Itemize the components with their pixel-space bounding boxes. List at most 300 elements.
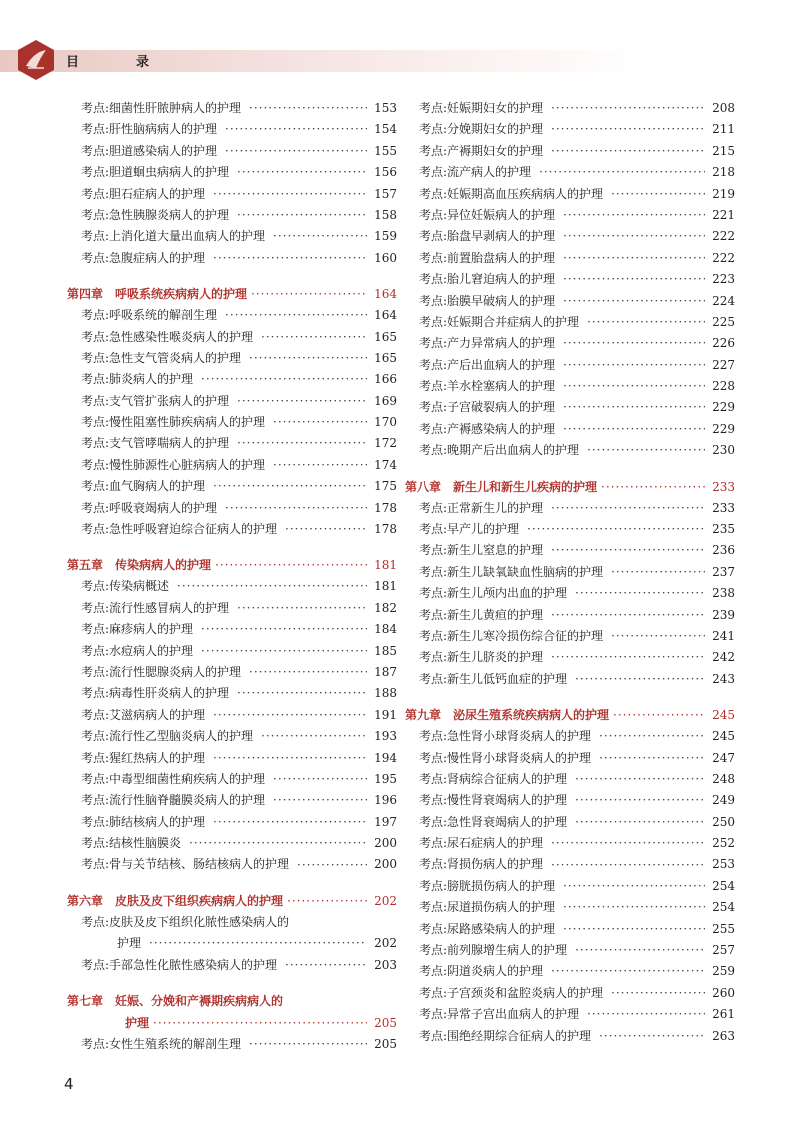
dot-leader	[177, 576, 367, 597]
dot-leader	[575, 669, 705, 690]
dot-leader	[551, 141, 705, 162]
toc-entry-page: 236	[712, 543, 735, 558]
toc-entry-label: 考点:胎膜早破病人的护理	[419, 293, 556, 308]
toc-entry-page: 218	[712, 165, 735, 180]
chapter-heading[interactable]	[67, 890, 397, 912]
toc-entry[interactable]	[67, 455, 397, 476]
toc-entry[interactable]	[67, 141, 397, 162]
dot-leader	[587, 312, 705, 333]
dot-leader	[551, 498, 705, 519]
dot-leader	[285, 519, 367, 540]
toc-entry[interactable]	[405, 726, 735, 747]
toc-entry[interactable]	[405, 141, 735, 162]
chapter-page: 164	[374, 287, 397, 302]
toc-entry[interactable]	[67, 1034, 397, 1055]
toc-entry-label: 考点:胎盘早剥病人的护理	[419, 229, 556, 244]
toc-entry[interactable]	[405, 647, 735, 668]
toc-entry-page: 194	[374, 750, 397, 765]
dot-leader	[261, 726, 367, 747]
toc-entry[interactable]	[67, 955, 397, 976]
chapter-heading-continuation[interactable]	[67, 1012, 397, 1034]
toc-entry-page: 193	[374, 729, 397, 744]
dot-leader	[213, 476, 367, 497]
toc-entry[interactable]	[405, 184, 735, 205]
toc-entry[interactable]	[67, 98, 397, 119]
toc-entry[interactable]	[405, 540, 735, 561]
dot-leader	[587, 1004, 705, 1025]
toc-entry-page: 191	[374, 707, 397, 722]
dot-leader	[551, 647, 705, 668]
toc-entry-label: 考点:肝性脑病病人的护理	[81, 122, 218, 137]
dot-leader	[563, 419, 705, 440]
dot-leader	[599, 748, 705, 769]
toc-entry[interactable]	[405, 226, 735, 247]
chapter-heading[interactable]	[67, 990, 397, 1012]
toc-entry-page: 188	[374, 686, 397, 701]
dot-leader	[237, 205, 367, 226]
toc-entry-page: 174	[374, 457, 397, 472]
toc-entry-label: 考点:呼吸系统的解剖生理	[81, 308, 218, 323]
toc-entry[interactable]	[405, 748, 735, 769]
toc-entry-page: 202	[374, 936, 397, 951]
toc-entry-page: 211	[712, 122, 735, 137]
dot-leader	[215, 554, 367, 576]
toc-entry-page: 259	[712, 964, 735, 979]
chapter-heading[interactable]	[405, 476, 735, 498]
dot-leader	[563, 397, 705, 418]
toc-entry[interactable]	[67, 305, 397, 326]
toc-entry-label: 考点:产后出血病人的护理	[419, 357, 556, 372]
toc-entry-label: 考点:水痘病人的护理	[81, 643, 194, 658]
toc-entry-label: 考点:支气管哮喘病人的护理	[81, 436, 230, 451]
dot-leader	[249, 348, 367, 369]
dot-leader	[599, 1026, 705, 1047]
toc-entry-page: 184	[374, 622, 397, 637]
toc-entry[interactable]	[405, 919, 735, 940]
toc-entry[interactable]	[405, 355, 735, 376]
dot-leader	[551, 961, 705, 982]
toc-entry[interactable]	[67, 705, 397, 726]
toc-entry[interactable]	[67, 812, 397, 833]
toc-entry[interactable]	[405, 312, 735, 333]
toc-entry[interactable]	[405, 1026, 735, 1047]
toc-entry-label: 考点:呼吸衰竭病人的护理	[81, 500, 218, 515]
chapter-title: 泌尿生殖系统疾病病人的护理	[453, 708, 610, 723]
page-number: 4	[64, 1075, 74, 1093]
toc-entry-label: 考点:流行性感冒病人的护理	[81, 600, 230, 615]
toc-entry-page: 208	[712, 100, 735, 115]
toc-entry-label: 考点:女性生殖系统的解剖生理	[81, 1037, 242, 1052]
toc-entry-label: 考点:急性支气管炎病人的护理	[81, 350, 242, 365]
chapter-title: 传染病病人的护理	[115, 558, 212, 573]
dot-leader	[551, 855, 705, 876]
toc-entry[interactable]	[405, 397, 735, 418]
dot-leader	[273, 412, 367, 433]
toc-entry-page: 195	[374, 771, 397, 786]
toc-entry-label: 考点:慢性肾衰竭病人的护理	[419, 793, 568, 808]
chapter-number: 第七章	[67, 994, 104, 1009]
toc-entry-label: 考点:早产儿的护理	[419, 522, 520, 537]
toc-entry[interactable]	[405, 897, 735, 918]
toc-entry[interactable]	[405, 983, 735, 1004]
chapter-page: 181	[374, 558, 397, 573]
toc-entry[interactable]	[67, 205, 397, 226]
toc-entry-label: 考点:胎儿窘迫病人的护理	[419, 272, 556, 287]
chapter-page: 205	[374, 1016, 397, 1031]
toc-entry-label: 考点:产褥感染病人的护理	[419, 421, 556, 436]
toc-entry[interactable]	[405, 333, 735, 354]
toc-entry-label: 考点:妊娠期妇女的护理	[419, 100, 544, 115]
toc-entry-page: 230	[712, 443, 735, 458]
toc-entry-page: 241	[712, 628, 735, 643]
dot-leader	[273, 790, 367, 811]
toc-entry-label: 考点:前列腺增生病人的护理	[419, 943, 568, 958]
toc-entry-label: 考点:血气胸病人的护理	[81, 479, 206, 494]
toc-entry-label: 考点:异常子宫出血病人的护理	[419, 1007, 580, 1022]
dot-leader	[213, 812, 367, 833]
dot-leader	[551, 605, 705, 626]
dot-leader	[599, 726, 705, 747]
toc-entry-page: 229	[712, 421, 735, 436]
toc-entry[interactable]	[67, 162, 397, 183]
toc-entry-page: 165	[374, 329, 397, 344]
chapter-number: 第九章	[405, 708, 442, 723]
toc-entry-page: 235	[712, 522, 735, 537]
toc-entry[interactable]	[405, 440, 735, 461]
toc-entry-page: 185	[374, 643, 397, 658]
toc-entry-label: 考点:慢性阻塞性肺疾病病人的护理	[81, 415, 266, 430]
toc-entry[interactable]	[405, 876, 735, 897]
toc-entry[interactable]	[405, 833, 735, 854]
toc-entry[interactable]	[67, 498, 397, 519]
toc-entry-page: 238	[712, 586, 735, 601]
toc-entry-page: 255	[712, 921, 735, 936]
dot-leader	[613, 704, 705, 726]
toc-entry-page: 205	[374, 1037, 397, 1052]
toc-entry-label: 考点:子宫破裂病人的护理	[419, 400, 556, 415]
toc-entry-label: 考点:妊娠期高血压疾病病人的护理	[419, 186, 604, 201]
toc-entry[interactable]	[405, 790, 735, 811]
toc-entry[interactable]	[67, 790, 397, 811]
toc-entry-page: 261	[712, 1007, 735, 1022]
dot-leader	[189, 833, 367, 854]
toc-entry-label: 考点:慢性肺源性心脏病病人的护理	[81, 457, 266, 472]
toc-entry-label: 考点:流行性乙型脑炎病人的护理	[81, 729, 254, 744]
toc-entry[interactable]	[67, 833, 397, 854]
toc-entry-page: 248	[712, 771, 735, 786]
toc-entry[interactable]	[405, 961, 735, 982]
toc-entry-label: 考点:麻疹病人的护理	[81, 622, 194, 637]
toc-entry-label: 考点:围绝经期综合征病人的护理	[419, 1028, 592, 1043]
toc-entry-page: 229	[712, 400, 735, 415]
toc-entry-label: 考点:急性肾小球肾炎病人的护理	[419, 729, 592, 744]
toc-entry-page: 196	[374, 793, 397, 808]
chapter-number: 第四章	[67, 287, 104, 302]
toc-entry[interactable]	[405, 98, 735, 119]
toc-entry[interactable]	[67, 748, 397, 769]
chapter-title: 皮肤及皮下组织疾病病人的护理	[115, 893, 284, 908]
dot-leader	[273, 769, 367, 790]
toc-entry-label: 考点:胆道感染病人的护理	[81, 143, 218, 158]
dot-leader	[249, 1034, 367, 1055]
toc-entry-page: 170	[374, 415, 397, 430]
dot-leader	[611, 562, 705, 583]
toc-entry[interactable]	[405, 498, 735, 519]
chapter-number: 第八章	[405, 479, 442, 494]
toc-entry-label: 考点:骨与关节结核、肠结核病人的护理	[81, 857, 290, 872]
toc-entry[interactable]	[67, 184, 397, 205]
dot-leader	[153, 1012, 367, 1034]
toc-entry-page: 225	[712, 314, 735, 329]
toc-entry-label: 考点:产褥期妇女的护理	[419, 143, 544, 158]
toc-entry-page: 263	[712, 1028, 735, 1043]
toc-entry-label: 考点:肾损伤病人的护理	[419, 857, 544, 872]
dot-leader	[563, 919, 705, 940]
toc-entry-page: 253	[712, 857, 735, 872]
publisher-logo-icon	[14, 38, 58, 82]
toc-entry[interactable]	[67, 476, 397, 497]
chapter-page: 245	[712, 708, 735, 723]
toc-entry-label: 考点:新生儿颅内出血的护理	[419, 586, 568, 601]
toc-entry[interactable]	[67, 348, 397, 369]
dot-leader	[575, 812, 705, 833]
toc-entry-label: 考点:慢性肾小球肾炎病人的护理	[419, 750, 592, 765]
toc-entry-label: 考点:尿道损伤病人的护理	[419, 900, 556, 915]
toc-entry[interactable]	[67, 248, 397, 269]
toc-entry-label: 考点:手部急性化脓性感染病人的护理	[81, 957, 278, 972]
toc-entry[interactable]	[67, 662, 397, 683]
dot-leader	[551, 98, 705, 119]
toc-entry-page: 247	[712, 750, 735, 765]
toc-entry-label: 考点:艾滋病病人的护理	[81, 707, 206, 722]
toc-entry-page: 228	[712, 379, 735, 394]
toc-entry-label: 考点:中毒型细菌性痢疾病人的护理	[81, 771, 266, 786]
dot-leader	[575, 790, 705, 811]
toc-entry-label: 考点:妊娠期合并症病人的护理	[419, 314, 580, 329]
toc-entry-label: 考点:晚期产后出血病人的护理	[419, 443, 580, 458]
toc-entry-label: 考点:急性肾衰竭病人的护理	[419, 814, 568, 829]
toc-left-column	[67, 98, 397, 1055]
toc-title: 目 录	[66, 55, 172, 70]
dot-leader	[237, 162, 367, 183]
toc-entry-page: 223	[712, 272, 735, 287]
toc-entry[interactable]	[405, 269, 735, 290]
dot-leader	[237, 391, 367, 412]
toc-entry[interactable]	[405, 376, 735, 397]
page-header	[0, 0, 800, 90]
toc-entry[interactable]	[405, 248, 735, 269]
dot-leader	[287, 890, 367, 912]
dot-leader	[273, 226, 367, 247]
toc-entry-page: 172	[374, 436, 397, 451]
toc-entry[interactable]	[67, 226, 397, 247]
toc-entry[interactable]	[405, 162, 735, 183]
toc-entry-label: 考点:流行性脑脊髓膜炎病人的护理	[81, 793, 266, 808]
toc-entry-label: 护理	[117, 936, 142, 951]
dot-leader	[149, 933, 367, 954]
chapter-title: 护理	[125, 1016, 150, 1031]
toc-entry[interactable]	[67, 598, 397, 619]
toc-entry[interactable]	[405, 769, 735, 790]
dot-leader	[273, 455, 367, 476]
toc-entry-label: 考点:病毒性肝炎病人的护理	[81, 686, 230, 701]
toc-entry-page: 157	[374, 186, 397, 201]
dot-leader	[563, 269, 705, 290]
toc-entry[interactable]	[67, 433, 397, 454]
toc-entry-page: 254	[712, 900, 735, 915]
toc-entry-label: 考点:支气管扩张病人的护理	[81, 393, 230, 408]
dot-leader	[563, 226, 705, 247]
toc-entry[interactable]	[67, 327, 397, 348]
toc-entry-page: 181	[374, 579, 397, 594]
chapter-heading[interactable]	[405, 704, 735, 726]
toc-entry-page: 227	[712, 357, 735, 372]
chapter-title: 呼吸系统疾病病人的护理	[115, 287, 248, 302]
dot-leader	[575, 769, 705, 790]
toc-entry-label: 考点:膀胱损伤病人的护理	[419, 878, 556, 893]
dot-leader	[249, 98, 367, 119]
toc-entry-page: 203	[374, 957, 397, 972]
toc-entry[interactable]	[67, 641, 397, 662]
toc-entry[interactable]	[67, 391, 397, 412]
dot-leader	[587, 440, 705, 461]
toc-entry[interactable]	[405, 205, 735, 226]
toc-entry-label: 考点:新生儿寒冷损伤综合征的护理	[419, 628, 604, 643]
toc-entry[interactable]	[405, 291, 735, 312]
toc-entry[interactable]	[405, 669, 735, 690]
dot-leader	[611, 184, 705, 205]
dot-leader	[201, 619, 367, 640]
toc-entry-label: 考点:新生儿黄疸的护理	[419, 607, 544, 622]
toc-entry[interactable]	[405, 583, 735, 604]
dot-leader	[563, 876, 705, 897]
dot-leader	[563, 333, 705, 354]
dot-leader	[225, 498, 367, 519]
chapter-heading[interactable]	[67, 283, 397, 305]
dot-leader	[297, 855, 367, 876]
chapter-page: 202	[374, 893, 397, 908]
toc-entry-label: 考点:产力异常病人的护理	[419, 336, 556, 351]
toc-entry-page: 226	[712, 336, 735, 351]
toc-entry-page: 243	[712, 671, 735, 686]
dot-leader	[225, 305, 367, 326]
toc-entry-page: 224	[712, 293, 735, 308]
toc-entry-page: 233	[712, 500, 735, 515]
toc-entry[interactable]	[67, 726, 397, 747]
toc-entry[interactable]	[405, 940, 735, 961]
dot-leader	[225, 119, 367, 140]
toc-entry-label: 考点:新生儿低钙血症的护理	[419, 671, 568, 686]
toc-right-column	[405, 98, 735, 1047]
dot-leader	[237, 433, 367, 454]
dot-leader	[611, 983, 705, 1004]
toc-entry-label: 考点:肺结核病人的护理	[81, 814, 206, 829]
toc-entry[interactable]	[405, 605, 735, 626]
dot-leader	[551, 833, 705, 854]
toc-entry-label: 考点:上消化道大量出血病人的护理	[81, 229, 266, 244]
toc-entry-label: 考点:肾病综合征病人的护理	[419, 771, 568, 786]
toc-entry-label: 考点:异位妊娠病人的护理	[419, 207, 556, 222]
dot-leader	[563, 291, 705, 312]
toc-entry[interactable]	[405, 1004, 735, 1025]
toc-entry-page: 160	[374, 250, 397, 265]
toc-entry-page: 169	[374, 393, 397, 408]
toc-entry-label: 考点:阴道炎病人的护理	[419, 964, 544, 979]
toc-entry-page: 159	[374, 229, 397, 244]
dot-leader	[285, 955, 367, 976]
toc-entry-page: 242	[712, 650, 735, 665]
toc-entry[interactable]	[67, 912, 397, 933]
toc-entry[interactable]	[67, 769, 397, 790]
dot-leader	[551, 119, 705, 140]
toc-entry-label: 考点:新生儿窒息的护理	[419, 543, 544, 558]
toc-entry[interactable]	[405, 812, 735, 833]
toc-entry-label: 考点:急性感染性喉炎病人的护理	[81, 329, 254, 344]
toc-entry-label: 考点:急腹症病人的护理	[81, 250, 206, 265]
toc-entry-page: 239	[712, 607, 735, 622]
toc-entry-label: 考点:猩红热病人的护理	[81, 750, 206, 765]
dot-leader	[527, 519, 705, 540]
toc-entry[interactable]	[405, 419, 735, 440]
dot-leader	[213, 248, 367, 269]
toc-entry-label: 考点:尿石症病人的护理	[419, 836, 544, 851]
toc-entry-label: 考点:结核性脑膜炎	[81, 836, 182, 851]
toc-entry-page: 252	[712, 836, 735, 851]
toc-entry[interactable]	[405, 855, 735, 876]
dot-leader	[563, 355, 705, 376]
toc-entry[interactable]	[405, 119, 735, 140]
toc-entry-page: 156	[374, 165, 397, 180]
toc-entry-page: 187	[374, 664, 397, 679]
toc-entry[interactable]	[67, 119, 397, 140]
toc-entry[interactable]	[67, 619, 397, 640]
toc-entry-continuation[interactable]	[67, 933, 397, 954]
toc-entry[interactable]	[405, 519, 735, 540]
toc-entry-page: 222	[712, 229, 735, 244]
toc-entry-page: 178	[374, 522, 397, 537]
dot-leader	[539, 162, 705, 183]
toc-entry-label: 考点:胆道蛔虫病病人的护理	[81, 165, 230, 180]
toc-entry-label: 考点:急性胰腺炎病人的护理	[81, 207, 230, 222]
toc-entry[interactable]	[405, 562, 735, 583]
toc-entry[interactable]	[67, 369, 397, 390]
toc-entry-page: 175	[374, 479, 397, 494]
toc-entry-label: 考点:前置胎盘病人的护理	[419, 250, 556, 265]
toc-entry[interactable]	[67, 576, 397, 597]
toc-entry-page: 215	[712, 143, 735, 158]
chapter-title: 新生儿和新生儿疾病的护理	[453, 479, 598, 494]
dot-leader	[563, 205, 705, 226]
toc-entry[interactable]	[67, 855, 397, 876]
toc-entry-page: 158	[374, 207, 397, 222]
chapter-page: 233	[712, 479, 735, 494]
toc-entry[interactable]	[67, 683, 397, 704]
dot-leader	[249, 662, 367, 683]
toc-entry-page: 178	[374, 500, 397, 515]
chapter-number: 第六章	[67, 893, 104, 908]
toc-entry-page: 200	[374, 836, 397, 851]
dot-leader	[237, 598, 367, 619]
toc-entry-label: 考点:流行性腮腺炎病人的护理	[81, 664, 242, 679]
toc-entry[interactable]	[67, 412, 397, 433]
toc-entry[interactable]	[405, 626, 735, 647]
toc-entry-label: 考点:细菌性肝脓肿病人的护理	[81, 100, 242, 115]
dot-leader	[575, 583, 705, 604]
toc-entry[interactable]	[67, 519, 397, 540]
toc-entry-page: 166	[374, 372, 397, 387]
dot-leader	[225, 141, 367, 162]
chapter-heading[interactable]	[67, 554, 397, 576]
